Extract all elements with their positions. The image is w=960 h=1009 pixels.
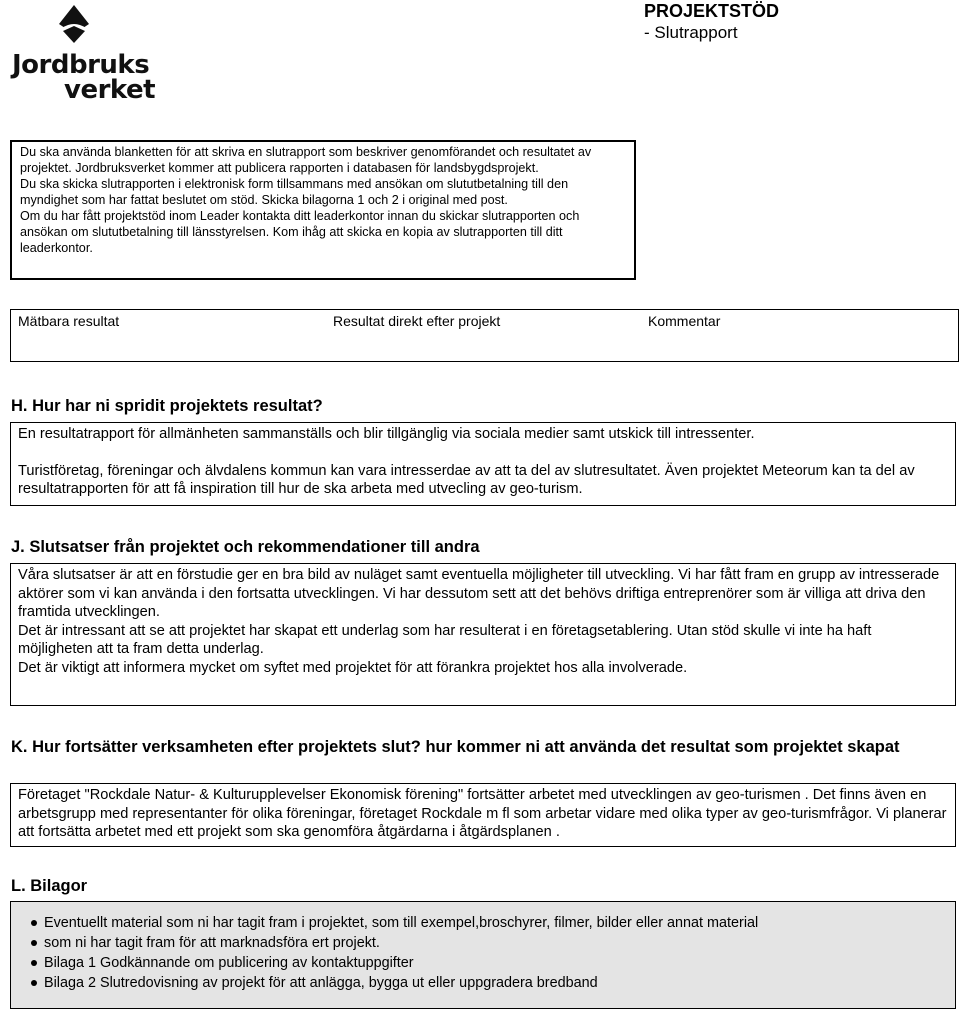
- section-j-paragraph-2: Det är intressant att se att projektet har skapat ett underlag som har resulterat i en företagsetablering. Utan stöd skulle vi inte ha haft möjligheten att ta fram detta underlag.: [18, 622, 872, 658]
- logo-text-line1: Jordbruks: [12, 50, 150, 80]
- document-title: PROJEKTSTÖD: [644, 1, 780, 21]
- list-item: [31, 973, 955, 993]
- section-k-box: [10, 783, 956, 847]
- results-table: [10, 309, 959, 362]
- instructions-paragraph-1: Du ska använda blanketten för att skriva en slutrapport som beskriver genomförandet och resultatet av projektet. Jordbruksverket kommer att publicera rapporten i databasen för landsbygdsprojekt.: [20, 145, 592, 175]
- attachments-list: [31, 913, 955, 993]
- logo-text-line2: verket: [64, 75, 156, 105]
- section-h-paragraph-2: Turistföretag, föreningar och älvdalens kommun kan vara intresserdae av att ta del av slutresultatet. Även projektet Meteorum kan ta del av resultatrapporten för att få inspiration till hur de ska arbeta med utvecling av geo-turism.: [18, 462, 915, 498]
- bullet-icon: [31, 960, 37, 966]
- document-header: [644, 0, 779, 44]
- instructions-paragraph-2: Du ska skicka slutrapporten i elektronisk form tillsammans med ansökan om slututbetalning till den myndighet som har fattat beslutet om stöd. Skicka bilagorna 1 och 2 i original med post.: [20, 177, 569, 207]
- results-column-header-direct: Resultat direkt efter projekt: [333, 313, 501, 329]
- instructions-paragraph-3: Om du har fått projektstöd inom Leader kontakta ditt leaderkontor innan du skickar slutrapporten och ansökan om slututbetalning till länsstyrelsen. Kom ihåg att skicka en kopia av slutrapporten till ditt leaderkontor.: [20, 209, 580, 255]
- bullet-icon: [31, 940, 37, 946]
- attachment-item-4: Bilaga 2 Slutredovisning av projekt för att anlägga, bygga ut eller uppgradera bredband: [44, 975, 598, 991]
- jordbruksverket-logo: [12, 2, 156, 105]
- attachment-item-3: Bilaga 1 Godkännande om publicering av kontaktuppgifter: [44, 955, 414, 971]
- bullet-icon: [31, 920, 37, 926]
- section-l-heading: L. Bilagor: [11, 877, 88, 895]
- list-item: [31, 913, 955, 933]
- section-k-paragraph-1: Företaget "Rockdale Natur- & Kulturupplevelser Ekonomisk förening" fortsätter arbetet med utvecklingen av geo-turismen . Det finns även en arbetsgrupp med representanter för olika föreningar, företaget Rockdale m fl som arbetar vidare med olika typer av geo-turismfrågor. Vi planerar att fortsätta arbetet med ett projekt som ska genomföra åtgärdarna i åtgärdsplanen .: [18, 787, 947, 841]
- section-h-paragraph-1: En resultatrapport för allmänheten sammanställs och blir tillgänglig via sociala medier samt utskick till intressenter.: [18, 426, 755, 442]
- list-item: [31, 953, 955, 973]
- section-j-heading: J. Slutsatser från projektet och rekommendationer till andra: [11, 538, 480, 556]
- attachment-item-2: som ni har tagit fram för att marknadsföra ert projekt.: [44, 935, 380, 951]
- attachments-box: [10, 901, 956, 1009]
- section-k-heading: K. Hur fortsätter verksamheten efter projektets slut? hur kommer ni att använda det resultat som projektet skapat: [11, 738, 900, 756]
- results-column-header-comment: Kommentar: [648, 313, 721, 329]
- results-column-header-measurable: Mätbara resultat: [18, 313, 120, 329]
- section-j-paragraph-1: Våra slutsatser är att en förstudie ger en bra bild av nuläget samt eventuella möjligheter till utveckling. Vi har fått fram en grupp av intresserade aktörer som vi kan använda i den fortsatta utvecklingen. Vi har dessutom sett att det behövs driftiga entreprenörer som är villiga att driva den framtida utvecklingen.: [18, 567, 940, 621]
- bullet-icon: [31, 980, 37, 986]
- section-j-box: [10, 563, 956, 706]
- attachment-item-1: Eventuellt material som ni har tagit fram i projektet, som till exempel,broschyrer, filmer, bilder eller annat material: [44, 915, 759, 931]
- list-item: [31, 933, 955, 953]
- instructions-box: [10, 140, 636, 280]
- section-h-heading: H. Hur har ni spridit projektets resultat?: [11, 397, 323, 415]
- document-subtitle: - Slutrapport: [644, 23, 738, 42]
- section-j-paragraph-3: Det är viktigt att informera mycket om syftet med projektet för att förankra projektet hos alla involverade.: [18, 659, 688, 676]
- section-h-box: [10, 422, 956, 506]
